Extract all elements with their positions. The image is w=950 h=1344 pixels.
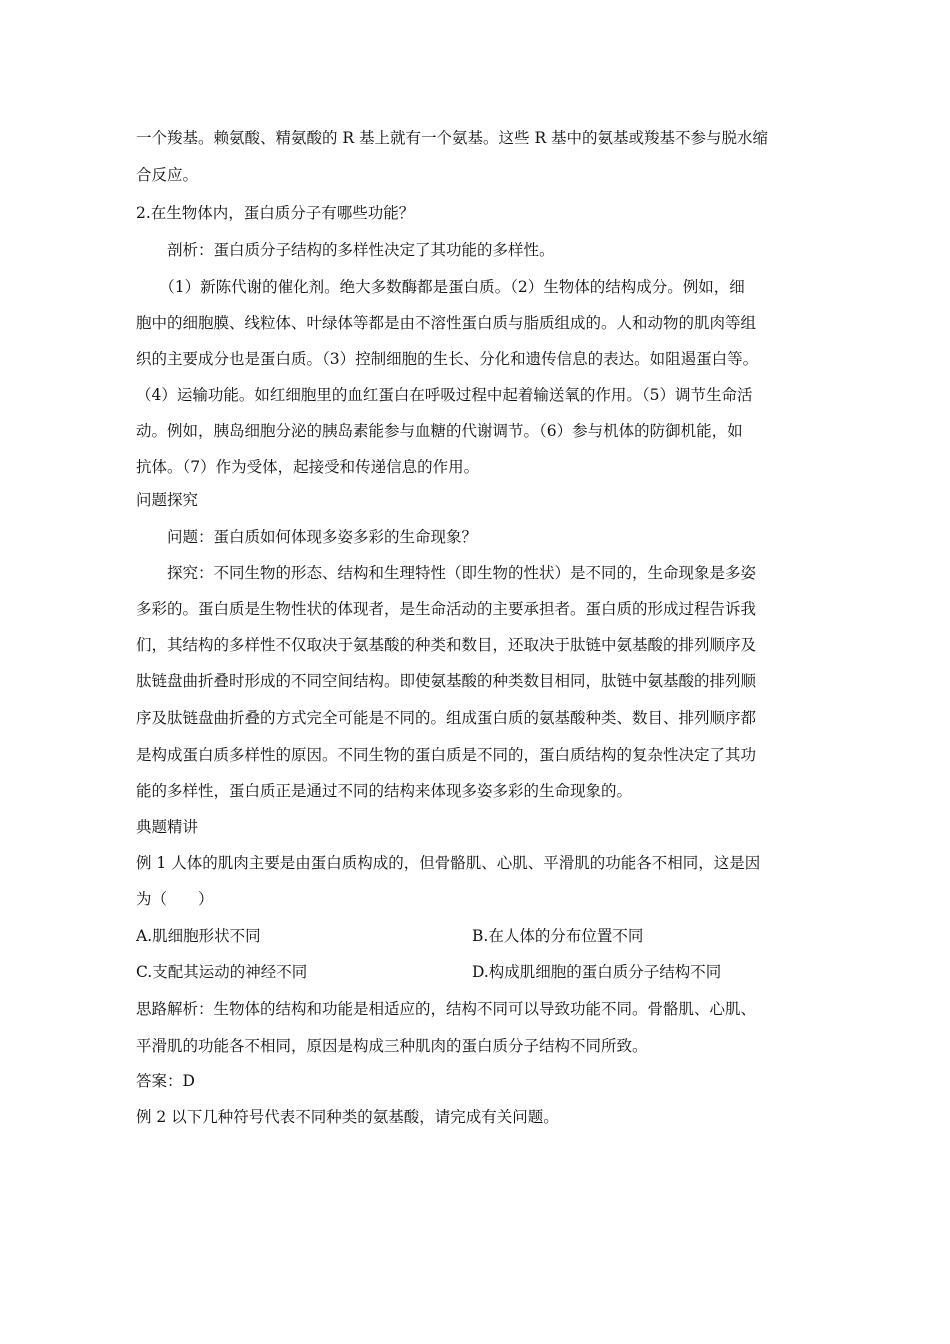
question-text: 例 1 人体的肌肉主要是由蛋白质构成的，但骨骼肌、心肌、平滑肌的功能各不相同，这是因 (136, 854, 761, 872)
question-text: 为（ ） (136, 890, 214, 908)
text-line: 一个羧基。赖氨酸、精氨酸的 R 基上就有一个氨基。这些 R 基中的氨基或羧基不参与脱水缩 (136, 129, 769, 147)
option-b: B.在人体的分布位置不同 (472, 927, 644, 945)
answer-text: 答案：D (136, 1072, 195, 1090)
text-line: （4）运输功能。如红细胞里的血红蛋白在呼吸过程中起着输送氧的作用。（5）调节生命活 (136, 386, 753, 404)
text-line: 肽链盘曲折叠时形成的不同空间结构。即使氨基酸的种类数目相同，肽链中氨基酸的排列顺 (136, 672, 757, 690)
text-line: 探究：不同生物的形态、结构和生理特性（即生物的性状）是不同的，生命现象是多姿 (136, 564, 757, 582)
text-line: 问题：蛋白质如何体现多姿多彩的生命现象？ (136, 528, 478, 546)
text-line: 抗体。（7）作为受体，起接受和传递信息的作用。 (136, 458, 480, 476)
text-line: （1）新陈代谢的催化剂。绝大多数酶都是蛋白质。（2）生物体的结构成分。例如，细 (136, 278, 745, 296)
text-line: 动。例如，胰岛细胞分泌的胰岛素能参与血糖的代谢调节。（6）参与机体的防御机能，如 (136, 422, 743, 440)
section-heading: 问题探究 (136, 491, 199, 509)
analysis-text: 思路解析：生物体的结构和功能是相适应的，结构不同可以导致功能不同。骨骼肌、心肌、 (136, 1000, 757, 1018)
section-heading: 典题精讲 (136, 818, 199, 836)
text-line: 序及肽链盘曲折叠的方式完全可能是不同的。组成蛋白质的氨基酸种类、数目、排列顺序都 (136, 709, 757, 727)
option-d: D.构成肌细胞的蛋白质分子结构不同 (472, 963, 722, 981)
text-line: 们，其结构的多样性不仅取决于氨基酸的种类和数目，还取决于肽链中氨基酸的排列顺序及 (136, 636, 757, 654)
text-line: 能的多样性，蛋白质正是通过不同的结构来体现多姿多彩的生命现象的。 (136, 782, 633, 800)
option-a: A.肌细胞形状不同 (136, 927, 261, 945)
analysis-text: 平滑肌的功能各不相同，原因是构成三种肌肉的蛋白质分子结构不同所致。 (136, 1037, 648, 1055)
text-line: 合反应。 (136, 166, 199, 184)
text-line: 胞中的细胞膜、线粒体、叶绿体等都是由不溶性蛋白质与脂质组成的。人和动物的肌肉等组 (136, 314, 757, 332)
text-line: 2.在生物体内，蛋白质分子有哪些功能？ (136, 204, 415, 222)
text-line: 织的主要成分也是蛋白质。（3）控制细胞的生长、分化和遗传信息的表达。如阻遏蛋白等。 (136, 350, 759, 368)
option-c: C.支配其运动的神经不同 (136, 963, 308, 981)
text-line: 剖析：蛋白质分子结构的多样性决定了其功能的多样性。 (136, 241, 555, 259)
question-text: 例 2 以下几种符号代表不同种类的氨基酸，请完成有关问题。 (136, 1108, 559, 1126)
text-line: 是构成蛋白质多样性的原因。不同生物的蛋白质是不同的，蛋白质结构的复杂性决定了其功 (136, 746, 757, 764)
text-line: 多彩的。蛋白质是生物性状的体现者，是生命活动的主要承担者。蛋白质的形成过程告诉我 (136, 600, 757, 618)
